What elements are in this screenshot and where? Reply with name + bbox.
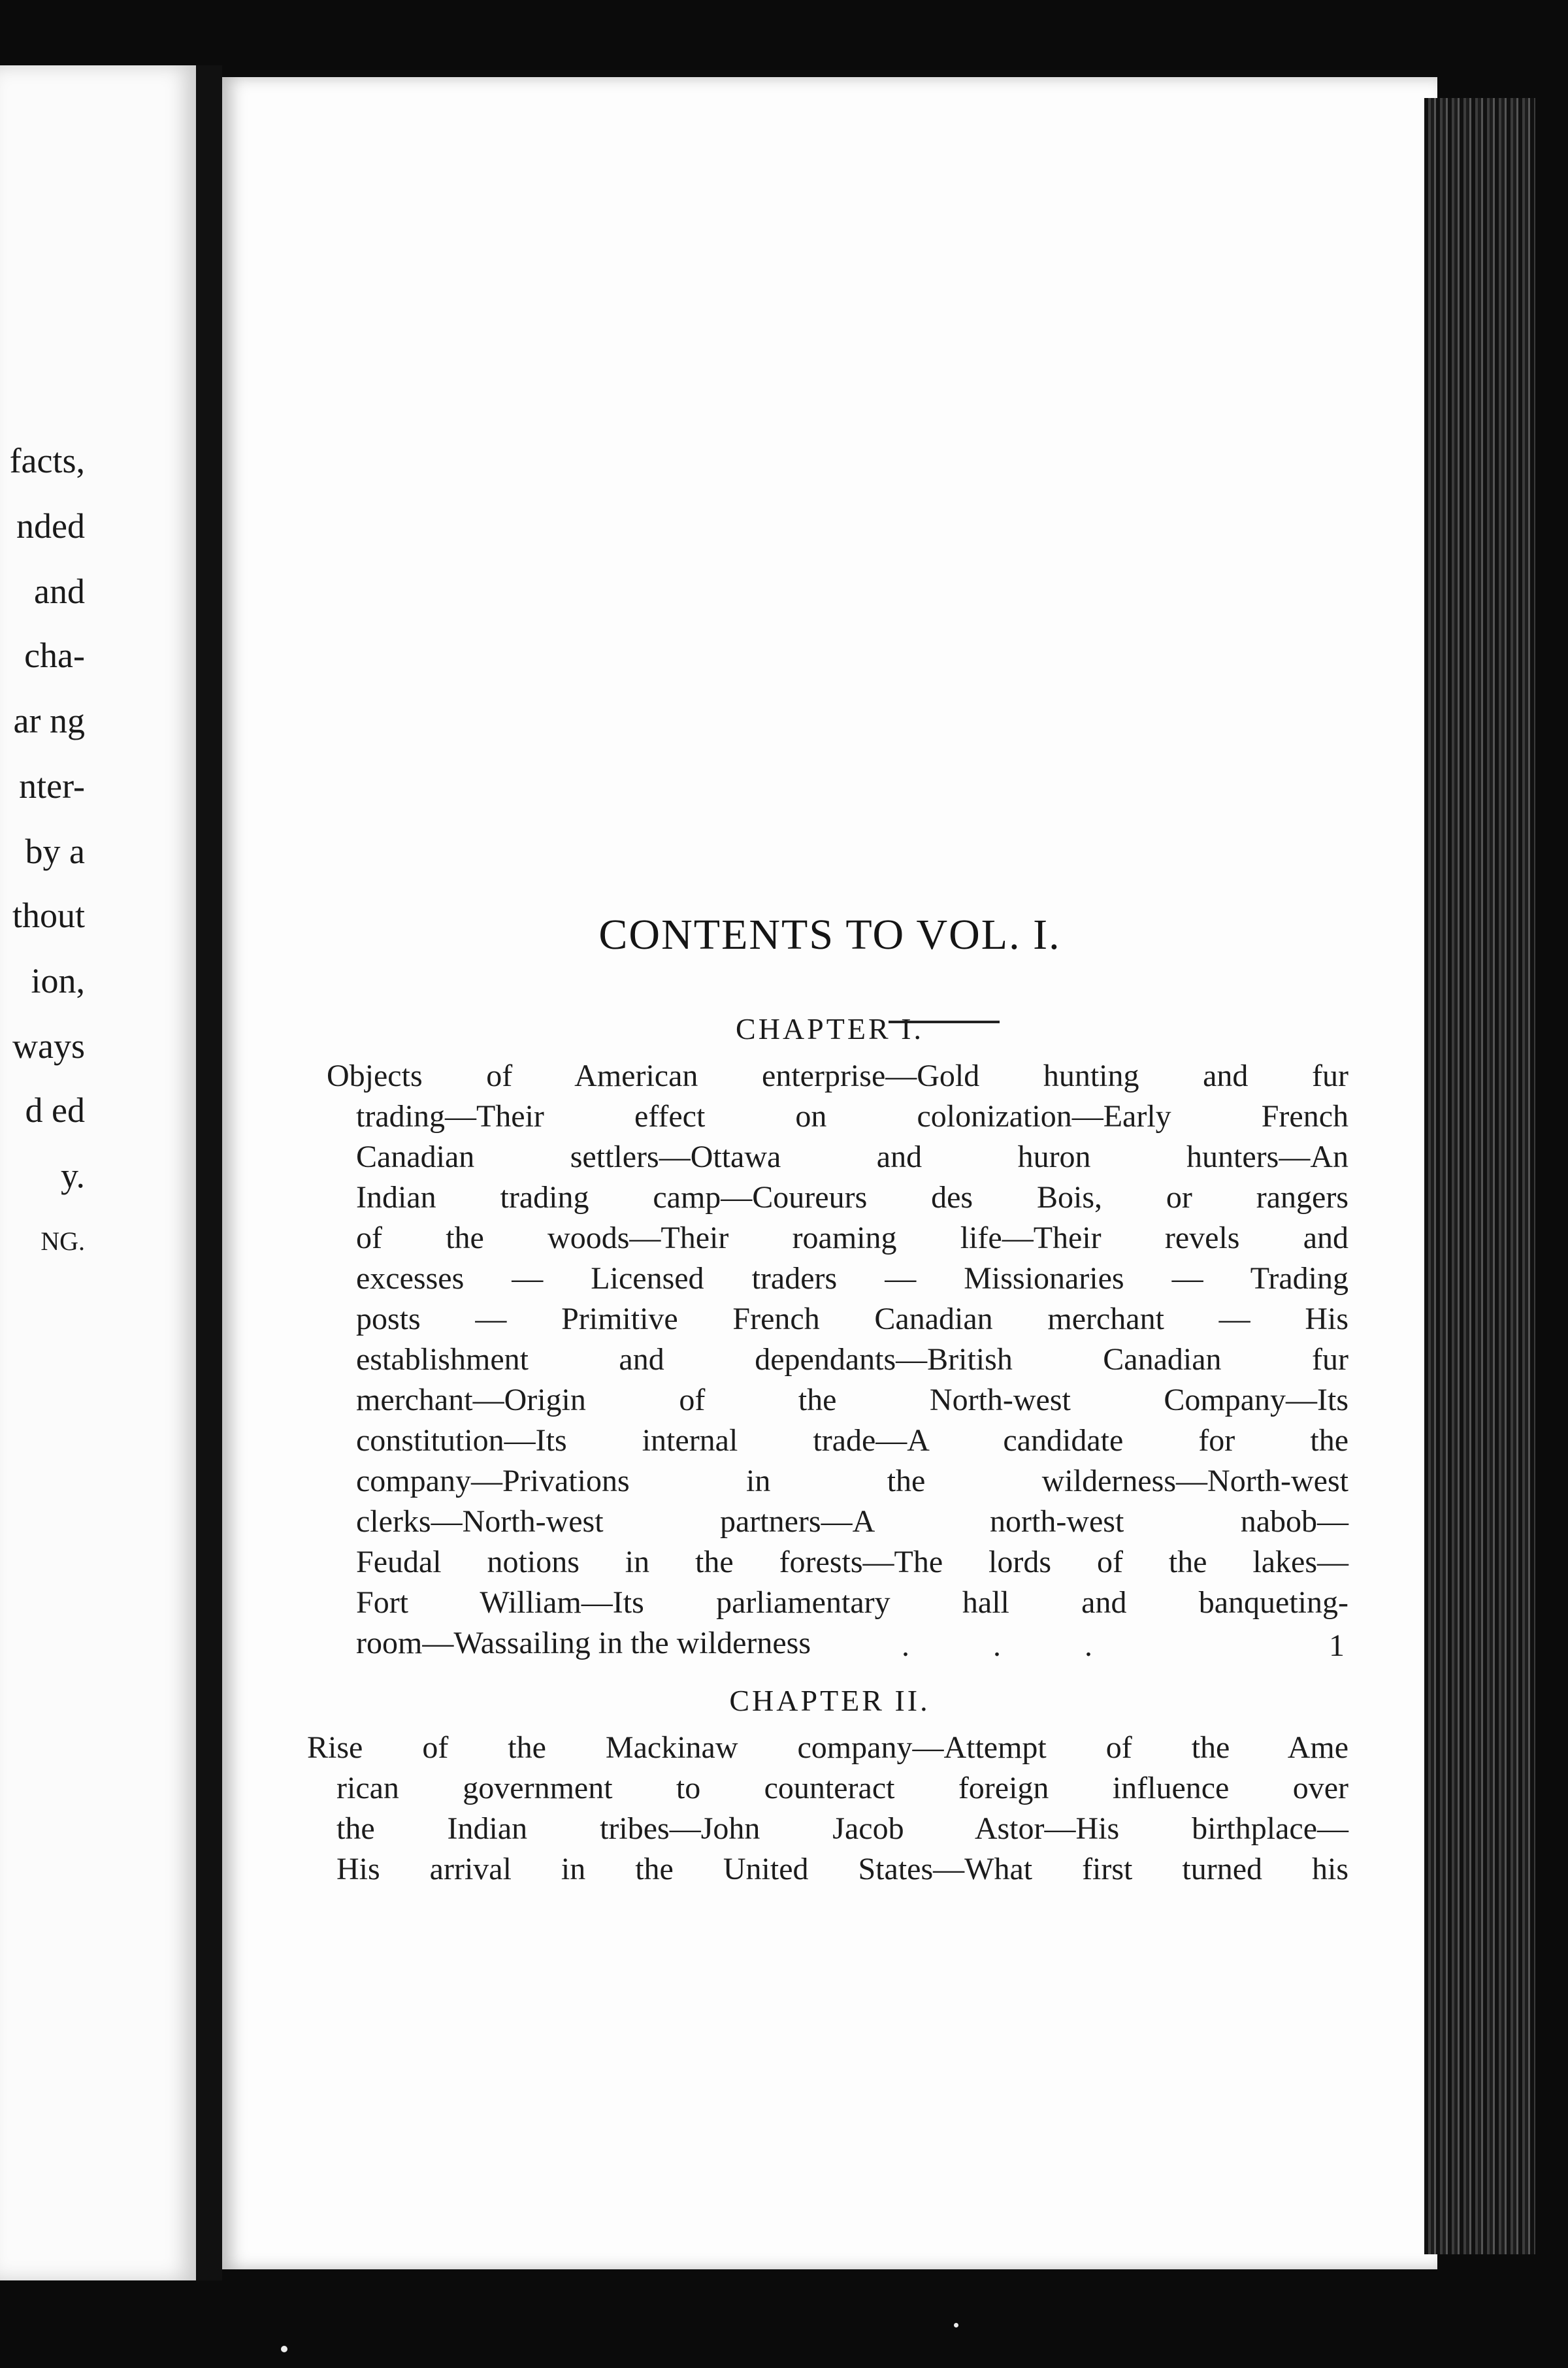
facing-page <box>0 65 200 2280</box>
toc-line: company—Privations in the wilderness—North-west <box>356 1464 1348 1498</box>
facing-page-line: d ed <box>25 1091 85 1130</box>
facing-page-line: ways <box>12 1027 85 1066</box>
contents-page <box>222 77 1437 2269</box>
facing-page-line: nter- <box>19 766 85 806</box>
dot-leader: . . . <box>902 1628 1130 1663</box>
scan-speck <box>954 2323 958 2327</box>
toc-line: merchant—Origin of the North-west Company—Its <box>356 1383 1348 1417</box>
facing-page-line: by a <box>25 832 85 871</box>
toc-line: Rise of the Mackinaw company—Attempt of the Ame <box>307 1730 1348 1765</box>
facing-page-line: NG. <box>41 1226 85 1256</box>
facing-page-line: cha- <box>24 636 85 675</box>
toc-line: His arrival in the United States—What first turned his <box>336 1852 1348 1886</box>
page-title: CONTENTS TO VOL. I. <box>598 911 1061 959</box>
facing-page-line: thout <box>12 896 85 935</box>
toc-line: Fort William—Its parliamentary hall and banqueting- <box>356 1585 1348 1620</box>
facing-page-line: nded <box>16 506 85 546</box>
toc-line: Canadian settlers—Ottawa and huron hunters—An <box>356 1140 1348 1174</box>
facing-page-line: facts, <box>9 441 85 480</box>
toc-line: excesses — Licensed traders — Missionaries — Trading <box>356 1261 1348 1296</box>
toc-line: establishment and dependants—British Canadian fur <box>356 1342 1348 1377</box>
facing-page-line: and <box>34 572 85 611</box>
toc-line: trading—Their effect on colonization—Early French <box>356 1099 1348 1134</box>
toc-line: Objects of American enterprise—Gold hunting and fur <box>327 1059 1348 1093</box>
chapter-heading: CHAPTER I. <box>736 1012 924 1045</box>
facing-page-line: ar ng <box>13 701 85 740</box>
facing-page-text <box>0 65 85 2280</box>
toc-line: the Indian tribes—John Jacob Astor—His birthplace— <box>336 1811 1348 1846</box>
facing-page-line: ion, <box>31 961 85 1000</box>
toc-line: Feudal notions in the forests—The lords of the lakes— <box>356 1545 1348 1579</box>
toc-line: Indian trading camp—Coureurs des Bois, or rangers <box>356 1180 1348 1215</box>
page-number: 1 <box>1329 1628 1345 1663</box>
chapter-heading: CHAPTER II. <box>729 1684 930 1717</box>
toc-line: of the woods—Their roaming life—Their revels and <box>356 1221 1348 1255</box>
facing-page-line: y. <box>61 1156 85 1195</box>
toc-line: clerks—North-west partners—A north-west nabob— <box>356 1504 1348 1539</box>
scan-speck <box>281 2346 287 2352</box>
book-gutter <box>196 65 222 2280</box>
toc-line: rican government to counteract foreign influence over <box>336 1771 1348 1805</box>
toc-line: room—Wassailing in the wilderness <box>356 1626 811 1660</box>
toc-line: constitution—Its internal trade—A candidate for the <box>356 1423 1348 1458</box>
toc-line: posts — Primitive French Canadian merchant — His <box>356 1302 1348 1336</box>
page-block-edge <box>1424 98 1535 2254</box>
